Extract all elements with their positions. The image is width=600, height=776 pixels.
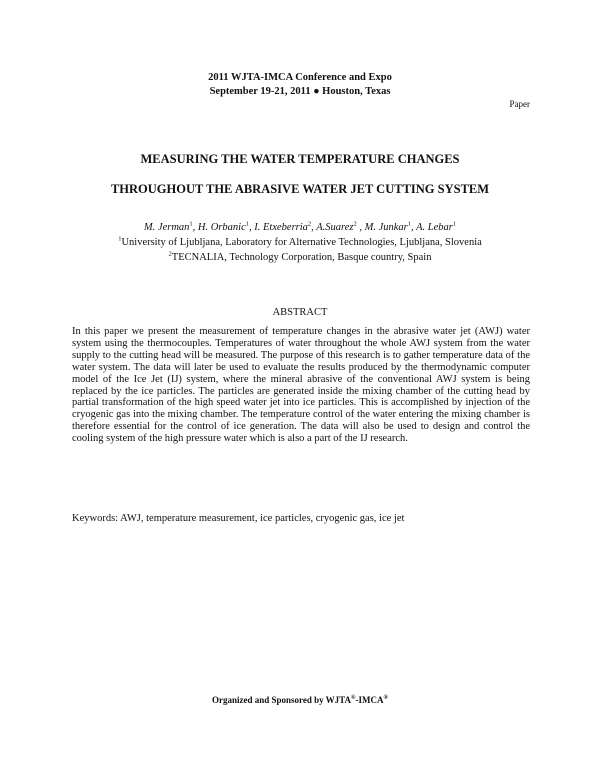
author-list <box>0 222 600 233</box>
paper-tag: Paper <box>509 99 530 109</box>
author: H. Orbanic$^1$, <box>197 220 255 233</box>
conference-title: 2011 WJTA-IMCA Conference and Expo <box>208 72 392 83</box>
affiliation-1: $^1$University of Ljubljana, Laboratory for Alternative Technologies, Ljubljana, Slovenia <box>118 235 482 248</box>
affiliation-2: $^2$TECNALIA, Technology Corporation, Basque country, Spain <box>168 250 432 263</box>
abstract-body: In this paper we present the measurement of temperature changes in the abrasive water jet (AWJ) water system using the thermocouples. Temperatures of water throughout the whole AWJ system from the water supply to the cutting head will be measured. The purpose of this research is to gather temperature data of the water system. The data will later be used to evaluate the results produced by the thermodynamic computer model of the Ice Jet (IJ) system, where the mineral abrasive of the conventional AWJ system is being replaced by the ice particles. The particles are generated inside the mixing chamber of the cutting head by partial transformation of the high speed water jet into ice particles. This is accomplished by injection of the cryogenic gas into the mixing chamber. The temperature control of the water entering the mixing chamber is therefore essential for the control of ice generation. The data will also be used to design and control the cooling system of the high pressure water which is also a part of the IJ research. <box>72 326 530 445</box>
author: I. Etxeberria$^2$, <box>254 220 317 233</box>
keywords: Keywords: AWJ, temperature measurement, ice particles, cryogenic gas, ice jet <box>72 513 405 524</box>
conference-dates-location: September 19-21, 2011 ● Houston, Texas <box>209 86 391 97</box>
abstract-heading: ABSTRACT <box>272 307 328 318</box>
author: A.Suarez$^2$ , <box>316 220 365 233</box>
author: M. Jerman$^1$, <box>143 220 198 233</box>
footer-sponsor: Organized and Sponsored by WJTA®-IMCA® <box>211 695 388 705</box>
paper-title-line-2: THROUGHOUT THE ABRASIVE WATER JET CUTTING SYSTEM <box>110 182 490 196</box>
paper-title-line-1: MEASURING THE WATER TEMPERATURE CHANGES <box>140 152 460 166</box>
author: M. Junkar$^1$, <box>364 220 417 233</box>
author: A. Lebar$^1$ <box>416 220 457 233</box>
